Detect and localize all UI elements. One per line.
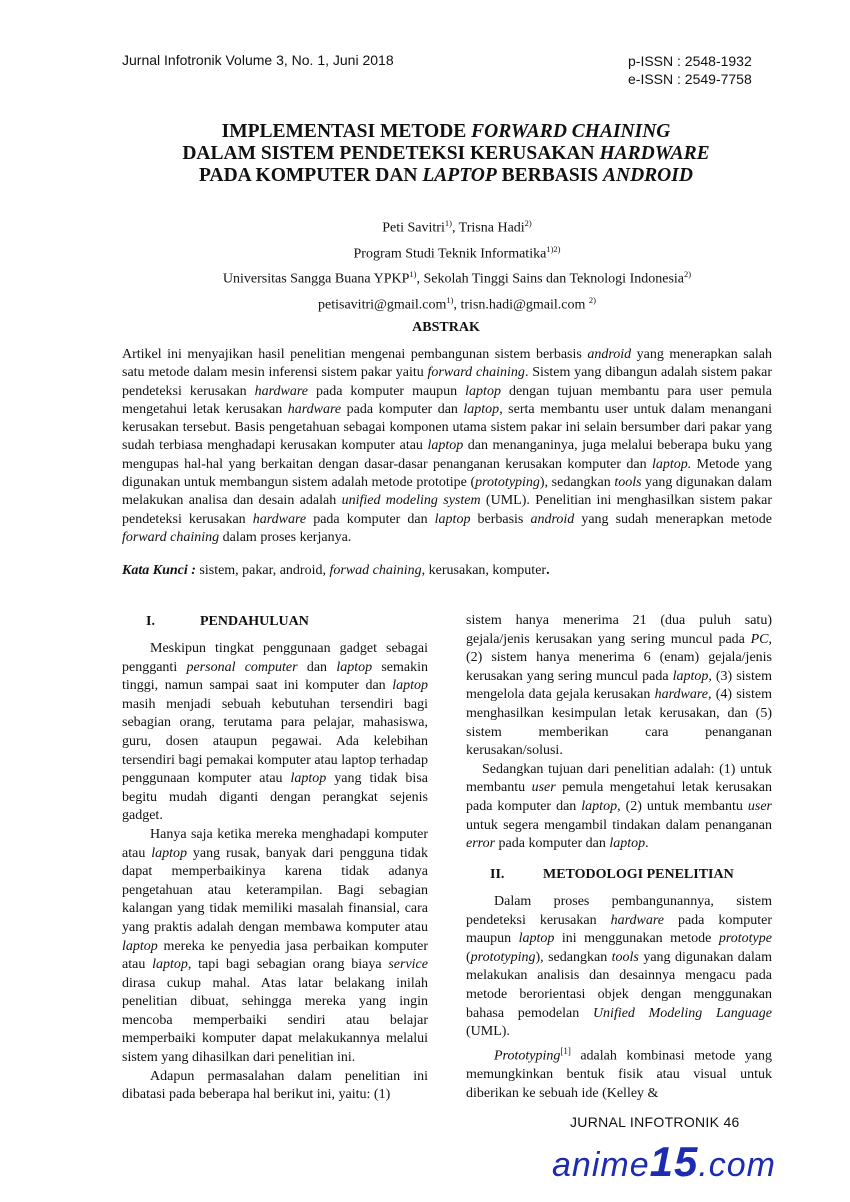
- paragraph: Hanya saja ketika mereka menghadapi komputer atau laptop yang rusak, banyak dari pengguna tidak dapat memperbaikinya karena tidak adanya pengetahuan atau keterampilan. Bagi sebagian kalangan yang tidak memiliki masalah finansial, cara yang praktis adalah dengan membawa komputer atau laptop mereka ke penyedia jasa perbaikan komputer atau laptop, tapi bagi sebagian orang biaya service dirasa cukup mahal. Atas latar belakang inilah penelitian dibuat, sehingga mereka yang ingin mencoba memperbaiki sendiri atau belajar memperbaiki komputer dapat melakukannya melalui sistem yang dihasilkan dari penelitian ini.: [122, 826, 428, 1066]
- keywords: Kata Kunci : sistem, pakar, android, forwad chaining, kerusakan, komputer.: [122, 563, 550, 578]
- page-footer: JURNAL INFOTRONIK 46: [570, 1114, 740, 1130]
- abstract-body: Artikel ini menyajikan hasil penelitian mengenai pembangunan sistem berbasis android yang menerapkan salah satu metode dalam mesin inferensi sistem pakar yaitu forward chaining. Sistem yang dibangun adalah sistem pakar pendeteksi kerusakan hardware pada komputer maupun laptop dengan tujuan membantu para user pemula mengetahui letak kerusakan hardware pada komputer dan laptop, serta membantu user untuk dalam menangani kerusakan tersebut. Basis pengetahuan sebagai komponen utama sistem pakar ini selain bersumber dari pakar yang sudah terbiasa menghadapi kerusakan komputer atau laptop dan menanganinya, juga melalui beberapa buku yang mengupas hal-hal yang berkaitan dengan dasar-dasar penanganan kerusakan komputer dan laptop. Metode yang digunakan untuk membangun sistem adalah metode prototipe (prototyping), sedangkan tools yang digunakan dalam melakukan analisa dan desain adalah unified modeling system (UML). Penelitian ini menghasilkan sistem pakar pendeteksi kerusakan hardware pada komputer dan laptop berbasis android yang sudah menerapkan metode forward chaining dalam proses kerjanya.: [122, 347, 773, 545]
- journal-header: Jurnal Infotronik Volume 3, No. 1, Juni 2018: [122, 52, 394, 68]
- author-affiliation: Universitas Sangga Buana YPKP$^{1)}$, Sekolah Tinggi Sains dan Teknologi Indonesia$^{2)}$: [222, 269, 692, 287]
- section1-number: I.: [146, 614, 155, 629]
- abstract-heading: ABSTRAK: [412, 320, 480, 335]
- right-column-bottom: [466, 893, 772, 1103]
- author-block: [0, 213, 850, 316]
- section1-title: PENDAHULUAN: [200, 614, 309, 629]
- eissn: e-ISSN : 2549-7758: [628, 71, 752, 87]
- right-column-top: [466, 612, 772, 854]
- paper-title: IMPLEMENTASI METODE FORWARD CHAINING DALAM SISTEM PENDETEKSI KERUSAKAN HARDWARE PADA KOMPUTER DAN LAPTOP BERBASIS ANDROID: [182, 121, 710, 186]
- watermark: anime15.com: [552, 1138, 777, 1185]
- pissn: p-ISSN : 2548-1932: [628, 53, 752, 69]
- author-names: Peti Savitri$^{1)}$, Trisna Hadi$^{2)}$: [382, 218, 532, 236]
- paragraph: Adapun permasalahan dalam penelitian ini dibatasi pada beberapa hal berikut ini, yaitu: (1): [122, 1068, 428, 1103]
- section2-title: METODOLOGI PENELITIAN: [543, 867, 734, 882]
- paragraph: sistem hanya menerima 21 (dua puluh satu) gejala/jenis kerusakan yang sering muncul pada PC, (2) sistem hanya menerima 6 (enam) gejala/jenis kerusakan yang sering muncul pada laptop, (3) sistem mengelola data gejala kerusakan hardware, (4) sistem menghasilkan kesimpulan letak kerusakan, dan (5) sistem memberikan cara penanganan kerusakan/solusi.: [466, 613, 772, 759]
- author-emails: petisavitri@gmail.com$^{1)}$, trisn.hadi@gmail.com $^{2)}$: [318, 294, 596, 313]
- paragraph: Prototyping[1] adalah kombinasi metode yang memungkinkan bentuk fisik atau visual untuk diberikan ke sebuah ide (Kelley &: [466, 1045, 772, 1101]
- paragraph: Meskipun tingkat penggunaan gadget sebagai pengganti personal computer dan laptop semakin tinggi, namun sampai saat ini komputer dan laptop masih menjadi sebuah kebutuhan tersendiri bagi sebagian orang, terutama para pelajar, mahasiswa, guru, dosen ataupun pegawai. Ada kelebihan tersendiri bagi pemakai komputer atau laptop terhadap penggunaan komputer atau laptop yang tidak bisa begitu mudah diganti dengan perangkat sejenis gadget.: [122, 641, 428, 824]
- left-column: [122, 640, 428, 1105]
- section2-number: II.: [490, 867, 505, 882]
- paragraph: Dalam proses pembangunannya, sistem pendeteksi kerusakan hardware pada komputer maupun laptop ini menggunakan metode prototype (prototyping), sedangkan tools yang digunakan dalam melakukan analisis dan desainnya mengacu pada metode berorientasi objek dengan menggunakan bahasa pemodelan Unified Modeling Language (UML).: [466, 894, 772, 1040]
- author-program: Program Studi Teknik Informatika$^{1)2)}$: [353, 243, 561, 262]
- issn-block: [628, 52, 752, 88]
- paragraph: Sedangkan tujuan dari penelitian adalah: (1) untuk membantu user pemula mengetahui letak kerusakan pada komputer dan laptop, (2) untuk membantu user untuk segera mengambil tindakan dalam penanganan error pada komputer dan laptop.: [466, 761, 773, 852]
